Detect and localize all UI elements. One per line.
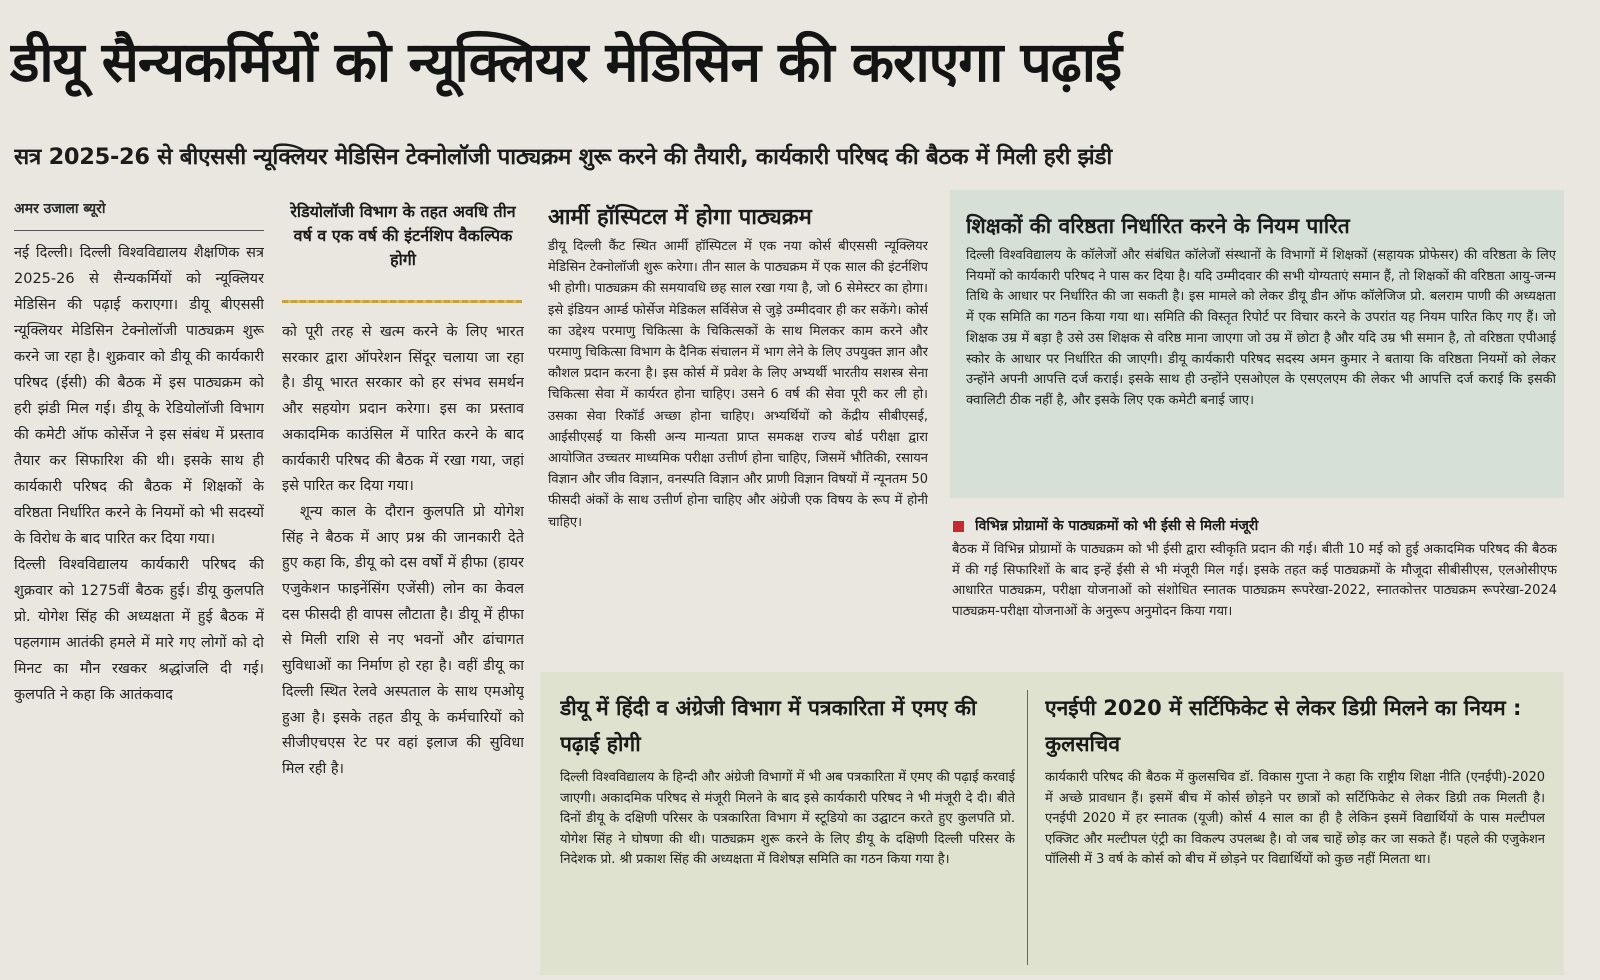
red-bullet-icon: [953, 521, 964, 532]
continued-paragraph-1: को पूरी तरह से खत्म करने के लिए भारत सरकार द्वारा ऑपरेशन सिंदूर चलाया जा रहा है। डीयू भारत सरकार को हर संभव समर्थन और सहयोग प्रदान करेगा। इस का प्रस्ताव अकादमिक काउंसिल में पारित करने के बाद कार्यकारी परिषद की बैठक में रखा गया, जहां इसे पारित कर दिया गया।: [282, 324, 524, 495]
seniority-heading: शिक्षकों की वरिष्ठता निर्धारित करने के नियम पारित: [966, 214, 1350, 238]
byline-divider: [14, 230, 264, 231]
callout-quote: रेडियोलॉजी विभाग के तहत अवधि तीन वर्ष व एक वर्ष की इंटर्नशिप वैकल्पिक होगी: [290, 202, 516, 269]
journalism-heading: डीयू में हिंदी व अंग्रेजी विभाग में पत्रकारिता में एमए की पढ़ाई होगी: [560, 696, 977, 756]
continued-paragraph-2: शून्य काल के दौरान कुलपति प्रो योगेश सिंह ने बैठक में आए प्रश्न की जानकारी देते हुए कहा कि, डीयू को दस वर्षों में हीफा (हायर एजुकेशन फाइनेंसिंग एजेंसी) लोन का केवल दस फीसदी ही वापस लौटाता है। डीयू में हीफा से मिली राशि से नए भवनों और ढांचागत सुविधाओं का निर्माण हो रहा है। वहीं डीयू का दिल्ली स्थित रेलवे अस्पताल के साथ एमओयू हुआ है। इसके तहत डीयू के कर्मचारियों को सीजीएचएस रेट पर वहां इलाज की सुविधा मिल रही है।: [282, 503, 524, 777]
subheadline: सत्र 2025-26 से बीएससी न्यूक्लियर मेडिसिन टेक्नोलॉजी पाठ्यक्रम शुरू करने की तैयारी, कार्यकारी परिषद की बैठक में मिली हरी झंडी: [14, 144, 1112, 170]
main-story-paragraph-1: नई दिल्ली। दिल्ली विश्वविद्यालय शैक्षणिक सत्र 2025-26 से सैन्यकर्मियों को न्यूक्लियर मेडिसिन की पढ़ाई कराएगा। डीयू बीएससी न्यूक्लियर मेडिसिन टेक्नोलॉजी पाठ्यक्रम शुरू करने जा रहा है। शुक्रवार को डीयू की कार्यकारी परिषद (ईसी) की बैठक में इस पाठ्यक्रम को हरी झंडी मिल गई। डीयू के रेडियोलॉजी विभाग की कमेटी ऑफ कोर्सेज ने इस संबंध में प्रस्ताव तैयार कर सिफारिश की थी। इसके साथ ही कार्यकारी परिषद की बैठक में शिक्षकों के वरिष्ठता निर्धारित करने के नियमों को भी सदस्यों के विरोध के बाद पारित कर दिया गया।: [14, 245, 264, 547]
programs-heading: विभिन्न प्रोग्रामों के पाठ्यक्रमों को भी ईसी से मिली मंजूरी: [975, 518, 1259, 534]
main-story-paragraph-2: दिल्ली विश्वविद्यालय कार्यकारी परिषद की शुक्रवार को 1275वीं बैठक हुई। डीयू कुलपति प्रो. योगेश सिंह की अध्यक्षता में हुई बैठक में पहलगाम आतंकी हमले में मारे गए लोगों को दो मिनट का मौन रखकर श्रद्धांजलि दी गई। कुलपति ने कहा कि आतंकवाद: [14, 557, 264, 703]
journalism-text: दिल्ली विश्वविद्यालय के हिन्दी और अंग्रेजी विभागों में भी अब पत्रकारिता में एमए की पढ़ाई करवाई जाएगी। अकादमिक परिषद से मंजूरी मिलने के बाद इसे कार्यकारी परिषद ने भी मंजूरी दे दी। बीते दिनों डीयू के दक्षिणी परिसर के पत्रकारिता विभाग में स्टूडियो का उद्घाटन करते हुए कुलपति प्रो. योगेश सिंह ने घोषणा की थी। पाठ्यक्रम शुरू करने के लिए डीयू के दक्षिणी दिल्ली परिसर के निदेशक प्रो. श्री प्रकाश सिंह की अध्यक्षता में विशेषज्ञ समिति का गठन किया गया है।: [560, 770, 1015, 868]
callout-underline: [282, 300, 522, 303]
army-hospital-text: डीयू दिल्ली कैंट स्थित आर्मी हॉस्पिटल में एक नया कोर्स बीएससी न्यूक्लियर मेडिसिन टेक्नोलॉजी शुरू करेगा। तीन साल के पाठ्यक्रम में एक साल की इंटर्नशिप भी होगी। पाठ्यक्रम की समयावधि छह साल रखा गया है, जो 6 सेमेस्टर का होगा। इसे इंडियन आर्म्ड फोर्सेज मेडिकल सर्विसेज से जुड़े उम्मीदवार ही कर सकेंगे। कोर्स का उद्देश्य परमाणु चिकित्सा के चिकित्सकों के साथ मिलकर काम करने और परमाणु चिकित्सा विभाग के दैनिक संचालन में भाग लेने के लिए उपयुक्त ज्ञान और कौशल प्रदान करना है। इस कोर्स में प्रवेश के लिए अभ्यर्थी भारतीय सशस्त्र सेना चिकित्सा सेवा में कार्यरत होना चाहिए। उसने 6 वर्ष की सेवा पूरी कर ली हो। उसका सेवा रिकॉर्ड अच्छा होना चाहिए। अभ्यर्थियों को केंद्रीय सीबीएसई, आईसीएसई या किसी अन्य मान्यता प्राप्त समकक्ष राज्य बोर्ड परीक्षा द्वारा आयोजित उच्चतर माध्यमिक परीक्षा उत्तीर्ण होना चाहिए, जिसमें भौतिकी, रसायन विज्ञान और जीव विज्ञान, वनस्पति विज्ञान और प्राणी विज्ञान विषयों में न्यूनतम 50 फीसदी अंकों के साथ उत्तीर्ण होना चाहिए और अंग्रेजी एक विषय के रूप में होनी चाहिए।: [548, 239, 928, 530]
headline: डीयू सैन्यकर्मियों को न्यूक्लियर मेडिसिन की कराएगा पढ़ाई: [10, 30, 1122, 94]
army-hospital-heading: आर्मी हॉस्पिटल में होगा पाठ्यक्रम: [548, 205, 812, 230]
byline: अमर उजाला ब्यूरो: [14, 201, 106, 217]
nep-text: कार्यकारी परिषद की बैठक में कुलसचिव डॉ. विकास गुप्ता ने कहा कि राष्ट्रीय शिक्षा नीति (एनईपी)-2020 में अच्छे प्रावधान हैं। इसमें बीच में कोर्स छोड़ने पर छात्रों को सर्टिफिकेट से लेकर डिग्री तक मिलती है। एनईपी 2020 में हर स्नातक (यूजी) कोर्स 4 साल का ही है लेकिन इसमें विद्यार्थियों के पास मल्टीपल एक्जिट और मल्टीपल एंट्री का विकल्प उपलब्ध है। वो जब चाहें छोड़ कर जा सकते हैं। पहले की एजुकेशन पॉलिसी में 3 वर्ष के कोर्स को बीच में छोड़ने पर विद्यार्थियों को कुछ नहीं मिलता था।: [1045, 770, 1545, 868]
bottom-box-divider: [1027, 690, 1028, 965]
programs-text: बैठक में विभिन्न प्रोग्रामों के पाठ्यक्रम को भी ईसी द्वारा स्वीकृति प्रदान की गई। बीती 10 मई को हुई अकादमिक परिषद की बैठक में की गई सिफारिशों के बाद इन्हें ईसी से भी मंजूरी मिल गई। इसके तहत कई पाठ्यक्रमों के मौजूदा सीबीसीएस, एलओसीएफ आधारित पाठ्यक्रम, परीक्षा योजनाओं को संशोधित स्नातक पाठ्यक्रम रूपरेखा-2022, स्नातकोत्तर पाठ्यक्रम रूपरेखा-2024 पाठ्यक्रम-परीक्षा योजनाओं के अनुरूप अनुमोदन किया गया।: [952, 542, 1557, 620]
seniority-text: दिल्ली विश्वविद्यालय के कॉलेजों और संबंधित कॉलेजों संस्थानों के विभागों में शिक्षकों (सहायक प्रोफेसर) की वरिष्ठता के लिए नियमों को कार्यकारी परिषद ने पास कर दिया है। यदि उम्मीदवार की सभी योग्यताएं समान हैं, तो शिक्षकों की वरिष्ठता आयु-जन्म तिथि के आधार पर निर्धारित की जा सकती है। इस मामले को लेकर डीयू डीन ऑफ कॉलेजिज प्रो. बलराम पाणी की अध्यक्षता में एक समिति का गठन किया गया था। समिति की विस्तृत रिपोर्ट पर विचार करने के उपरांत यह नियम पारित किए गए हैं। जो शिक्षक उम्र में बड़ा है उसे उस शिक्षक से वरिष्ठ माना जाएगा जो उम्र में छोटा है और यदि उम्र भी समान है, तो वरिष्ठता एपीआई स्कोर के आधार पर निर्धारित की जाएगी। डीयू कार्यकारी परिषद सदस्य अमन कुमार ने बताया कि वरिष्ठता नियमों को लेकर उन्होंने अपनी आपत्ति दर्ज कराई। इसके साथ ही उन्होंने एसओएल के एसएलएम की लेकर भी आपत्ति दर्ज कराई कि इसकी क्वालिटी ठीक नहीं है, और इसके लिए एक कमेटी बनाई जाए।: [966, 248, 1556, 408]
main-story-column: [14, 240, 264, 975]
nep-heading: एनईपी 2020 में सर्टिफिकेट से लेकर डिग्री मिलने का नियम : कुलसचिव: [1045, 696, 1522, 756]
continued-story-column: [282, 320, 524, 975]
